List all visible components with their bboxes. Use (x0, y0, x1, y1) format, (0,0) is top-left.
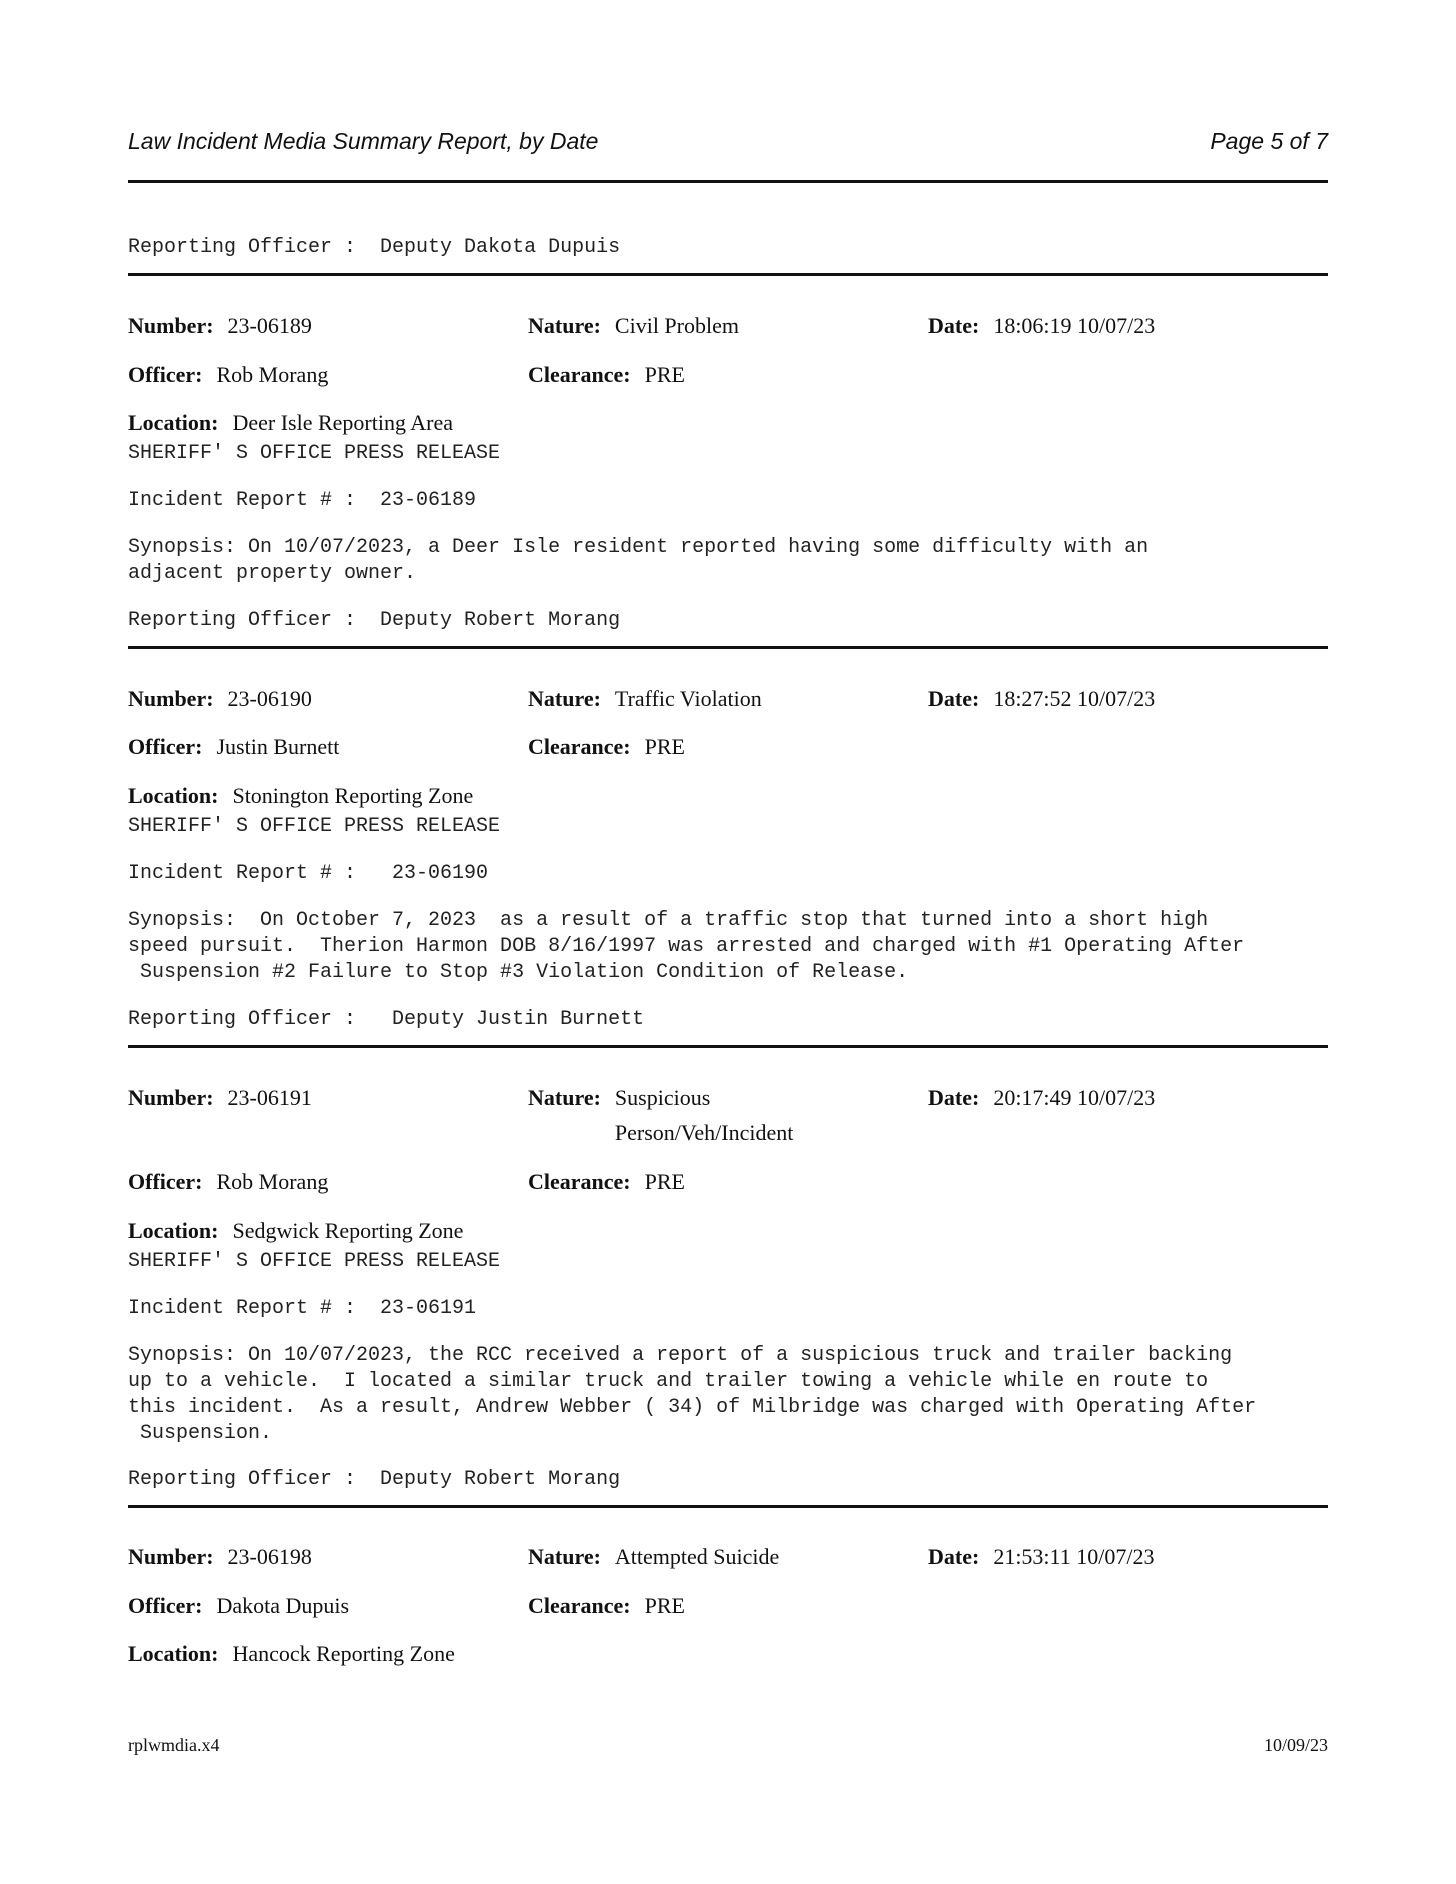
number-field: Number: 23-06189 (128, 313, 312, 338)
incident-officer: Justin Burnett (216, 734, 340, 759)
incident-divider (128, 1505, 1328, 1508)
incident-officer: Rob Morang (216, 1169, 329, 1194)
press-release-line: SHERIFF' S OFFICE PRESS RELEASE (128, 1250, 501, 1273)
footer-report-id: rplwmdia.x4 (128, 1735, 220, 1755)
incident-date: 21:53:11 10/07/23 (993, 1544, 1155, 1569)
date-field: Date: 18:27:52 10/07/23 (928, 686, 1156, 711)
date-field: Date: 18:06:19 10/07/23 (928, 313, 1156, 338)
officer-field: Officer: Dakota Dupuis (128, 1593, 350, 1618)
officer-field: Officer: Justin Burnett (128, 734, 340, 759)
reporting-officer: Reporting Officer : Deputy Justin Burnett (128, 1008, 645, 1031)
clearance-field: Clearance: PRE (528, 362, 685, 387)
incident-divider (128, 273, 1328, 276)
nature-field: Nature: Suspicious Person/Veh/Incident (528, 1080, 855, 1150)
incident-nature: Traffic Violation (614, 686, 762, 711)
nature-field: Nature: Traffic Violation (528, 686, 762, 711)
reporting-officer: Reporting Officer : Deputy Dakota Dupuis (128, 236, 621, 259)
location-field: Location: Sedgwick Reporting Zone (128, 1218, 464, 1243)
number-field: Number: 23-06190 (128, 686, 312, 711)
incident-date: 20:17:49 10/07/23 (993, 1085, 1156, 1110)
incident-officer: Dakota Dupuis (216, 1593, 350, 1618)
location-field: Location: Stonington Reporting Zone (128, 783, 474, 808)
incident-report-number: Incident Report # : 23-06190 (128, 862, 489, 885)
incident-divider (128, 646, 1328, 649)
incident-location: Stonington Reporting Zone (232, 783, 474, 808)
incident-number: 23-06190 (227, 686, 312, 711)
date-field: Date: 20:17:49 10/07/23 (928, 1085, 1156, 1110)
reporting-officer: Reporting Officer : Deputy Robert Morang (128, 609, 621, 632)
incident-location: Deer Isle Reporting Area (232, 410, 453, 435)
incident-nature: Civil Problem (614, 313, 739, 338)
incident-location: Sedgwick Reporting Zone (232, 1218, 464, 1243)
incident-nature: Attempted Suicide (614, 1544, 780, 1569)
press-release-line: SHERIFF' S OFFICE PRESS RELEASE (128, 442, 501, 465)
clearance-field: Clearance: PRE (528, 734, 685, 759)
page-indicator: Page 5 of 7 (1210, 128, 1328, 154)
number-field: Number: 23-06191 (128, 1085, 312, 1110)
incident-report-number: Incident Report # : 23-06191 (128, 1297, 477, 1320)
incident-date: 18:27:52 10/07/23 (993, 686, 1156, 711)
synopsis: Synopsis: On October 7, 2023 as a result of a traffic stop that turned into a short high speed pursuit. Therion Harmon DOB 8/16/1997 was arrested and charged with #1 Operating After Suspension #2 Failure to Stop #3 Violation Condition of Release. (128, 909, 1245, 984)
incident-number: 23-06191 (227, 1085, 312, 1110)
synopsis: Synopsis: On 10/07/2023, a Deer Isle resident reported having some difficulty with an adjacent property owner. (128, 536, 1149, 585)
nature-field: Nature: Civil Problem (528, 313, 739, 338)
incident-divider (128, 1045, 1328, 1048)
report-title: Law Incident Media Summary Report, by Date (128, 128, 599, 154)
press-release-line: SHERIFF' S OFFICE PRESS RELEASE (128, 815, 501, 838)
reporting-officer: Reporting Officer : Deputy Robert Morang (128, 1468, 621, 1491)
clearance-field: Clearance: PRE (528, 1169, 685, 1194)
incident-nature: Suspicious Person/Veh/Incident (614, 1085, 794, 1145)
incident-officer: Rob Morang (216, 362, 329, 387)
officer-field: Officer: Rob Morang (128, 1169, 329, 1194)
incident-clearance: PRE (644, 734, 685, 759)
nature-field: Nature: Attempted Suicide (528, 1544, 780, 1569)
incident-report-number: Incident Report # : 23-06189 (128, 489, 477, 512)
location-field: Location: Deer Isle Reporting Area (128, 410, 453, 435)
incident-date: 18:06:19 10/07/23 (993, 313, 1156, 338)
synopsis: Synopsis: On 10/07/2023, the RCC received a report of a suspicious truck and trailer backing up to a vehicle. I located a similar truck and trailer towing a vehicle while en route to this incident. As a result, Andrew Webber ( 34) of Milbridge was charged with Operating After Suspension. (128, 1344, 1257, 1445)
incident-clearance: PRE (644, 1593, 685, 1618)
incident-number: 23-06198 (227, 1544, 312, 1569)
clearance-field: Clearance: PRE (528, 1593, 685, 1618)
location-field: Location: Hancock Reporting Zone (128, 1641, 455, 1666)
number-field: Number: 23-06198 (128, 1544, 312, 1569)
incident-number: 23-06189 (227, 313, 312, 338)
incident-clearance: PRE (644, 1169, 685, 1194)
header-divider (128, 180, 1328, 183)
footer-print-date: 10/09/23 (1263, 1735, 1328, 1755)
incident-location: Hancock Reporting Zone (232, 1641, 455, 1666)
date-field: Date: 21:53:11 10/07/23 (928, 1544, 1155, 1569)
officer-field: Officer: Rob Morang (128, 362, 329, 387)
incident-clearance: PRE (644, 362, 685, 387)
